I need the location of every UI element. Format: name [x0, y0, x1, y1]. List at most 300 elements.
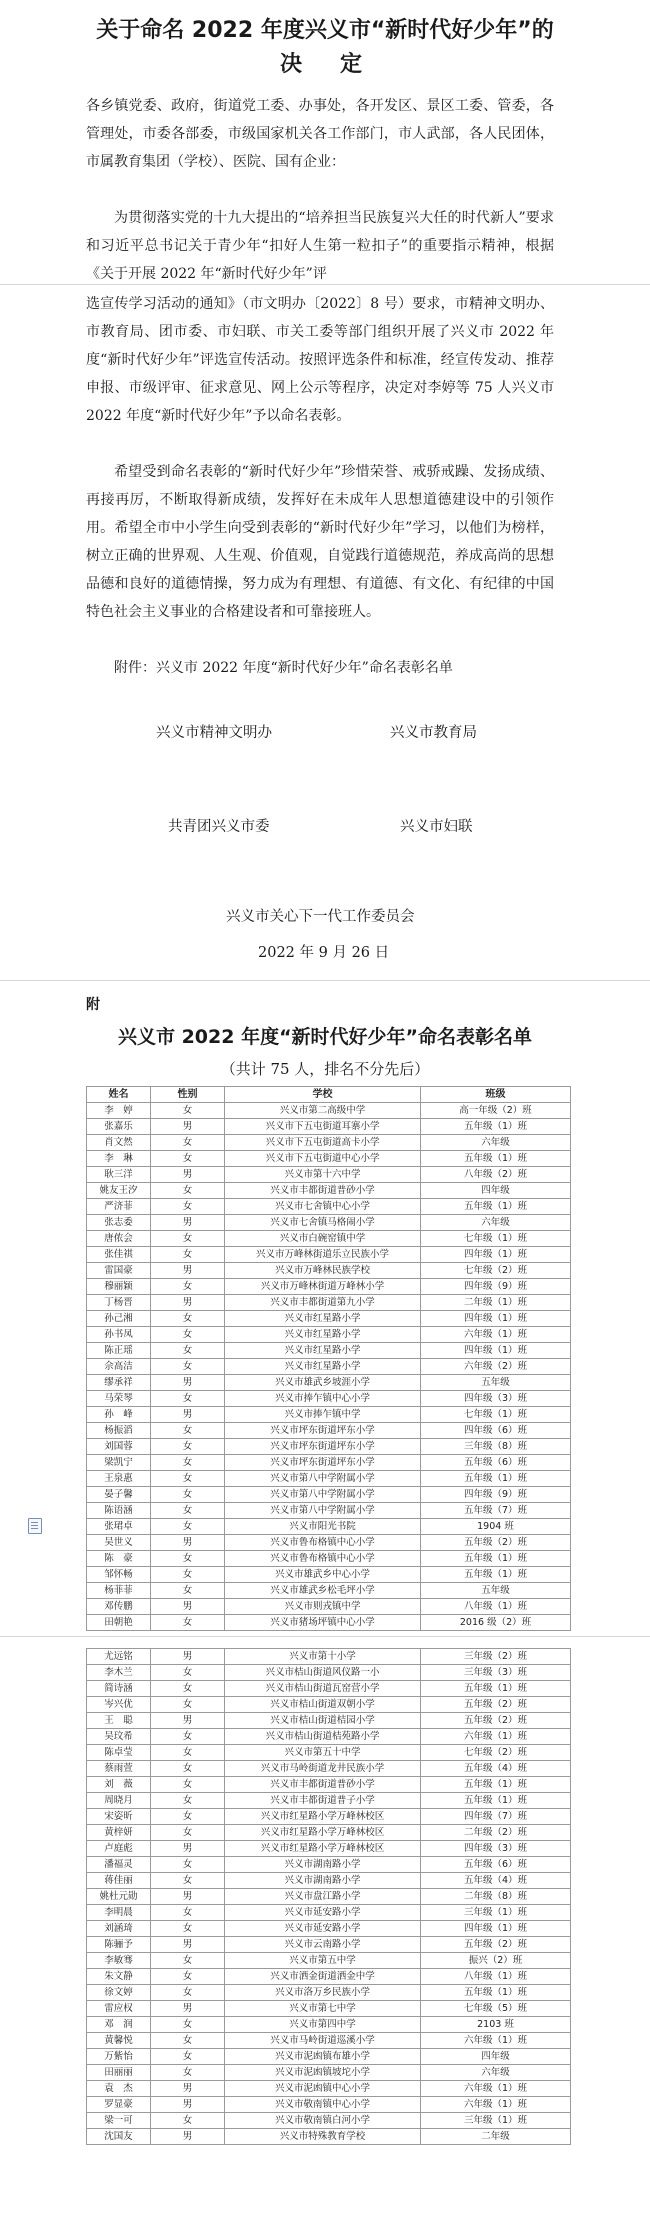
page-separator — [0, 980, 650, 981]
student-name: 陈骊予 — [87, 1937, 151, 1953]
student-school: 兴义市坪东街道坪东小学 — [225, 1423, 421, 1439]
table-row — [87, 2097, 571, 2113]
table-row — [87, 1279, 571, 1295]
table-row — [87, 1567, 571, 1583]
student-name: 岑兴优 — [87, 1697, 151, 1713]
student-gender: 女 — [151, 1681, 225, 1697]
student-gender: 男 — [151, 1937, 225, 1953]
student-class: 四年级（3）班 — [421, 1391, 571, 1407]
student-gender: 女 — [151, 1761, 225, 1777]
student-name: 孙书凤 — [87, 1327, 151, 1343]
student-gender: 男 — [151, 1599, 225, 1615]
student-class: 五年级（1）班 — [421, 1985, 571, 2001]
document-icon — [28, 1518, 42, 1534]
table-row — [87, 1231, 571, 1247]
table-row — [87, 1873, 571, 1889]
table-row — [87, 1921, 571, 1937]
header-class: 班级 — [421, 1087, 571, 1103]
student-school: 兴义市红星路小学万峰林校区 — [225, 1809, 421, 1825]
student-gender: 女 — [151, 1487, 225, 1503]
signatory-womens-federation: 兴义市妇联 — [400, 819, 473, 835]
table-row — [87, 1745, 571, 1761]
student-class: 六年级（1）班 — [421, 2033, 571, 2049]
student-name: 李 琳 — [87, 1151, 151, 1167]
table-row — [87, 1599, 571, 1615]
student-class: 六年级（1）班 — [421, 1327, 571, 1343]
student-class: 五年级（1）班 — [421, 1793, 571, 1809]
student-gender: 女 — [151, 1231, 225, 1247]
student-gender: 男 — [151, 1649, 225, 1665]
student-name: 黄梓妍 — [87, 1825, 151, 1841]
student-gender: 男 — [151, 1215, 225, 1231]
student-name: 李敏骞 — [87, 1953, 151, 1969]
student-name: 蒋佳丽 — [87, 1873, 151, 1889]
appendix-subtitle: （共计 75 人，排名不分先后） — [220, 1060, 430, 1078]
student-class: 六年级（1）班 — [421, 2097, 571, 2113]
student-class: 七年级（2）班 — [421, 1263, 571, 1279]
student-gender: 女 — [151, 2017, 225, 2033]
student-class: 三年级（3）班 — [421, 1665, 571, 1681]
student-school: 兴义市雄武乡中心小学 — [225, 1567, 421, 1583]
student-class: 四年级（7）班 — [421, 1809, 571, 1825]
student-school: 兴义市红星路小学 — [225, 1359, 421, 1375]
student-name: 王 聪 — [87, 1713, 151, 1729]
student-school: 兴义市敬南镇中心小学 — [225, 2097, 421, 2113]
student-name: 吴世义 — [87, 1535, 151, 1551]
student-class: 五年级（1）班 — [421, 1119, 571, 1135]
table-row — [87, 1119, 571, 1135]
student-gender: 男 — [151, 1407, 225, 1423]
student-school: 兴义市桔山街道瓦窑营小学 — [225, 1681, 421, 1697]
student-gender: 男 — [151, 1889, 225, 1905]
decision-paragraph-2: 选宣传学习活动的通知》（市文明办〔2022〕8 号）要求，市精神文明办、市教育局、团市委、市妇联、市关工委等部门组织开展了兴义市 2022 年度“新时代好少年”评选宣传活动。按照评选条件和标准，经宣传发动、推荐申报、市级评审、征求意见、网上公示等程序，决定对李婷等 75 人兴义市 2022 年度“新时代好少年”予以命名表彰。 — [86, 296, 554, 424]
student-class: 五年级（1）班 — [421, 1777, 571, 1793]
student-school: 兴义市红星路小学万峰林校区 — [225, 1825, 421, 1841]
table-row — [87, 2113, 571, 2129]
student-name: 佘高洁 — [87, 1359, 151, 1375]
student-school: 兴义市延安路小学 — [225, 1921, 421, 1937]
table-row — [87, 2065, 571, 2081]
student-school: 兴义市丰都街道第九小学 — [225, 1295, 421, 1311]
header-name: 姓名 — [87, 1087, 151, 1103]
student-class: 七年级（5）班 — [421, 2001, 571, 2017]
student-gender: 男 — [151, 1167, 225, 1183]
student-class: 六年级（2）班 — [421, 1359, 571, 1375]
student-gender: 女 — [151, 1745, 225, 1761]
student-school: 兴义市鲁布格镇中心小学 — [225, 1551, 421, 1567]
table-row — [87, 1183, 571, 1199]
student-name: 陈卓莹 — [87, 1745, 151, 1761]
table-row — [87, 1729, 571, 1745]
student-name: 刘国蓉 — [87, 1439, 151, 1455]
header-school: 学校 — [225, 1087, 421, 1103]
student-school: 兴义市敬南镇白河小学 — [225, 2113, 421, 2129]
student-gender: 女 — [151, 1423, 225, 1439]
student-school: 兴义市泥凼镇坡坨小学 — [225, 2065, 421, 2081]
student-class: 振兴（2）班 — [421, 1953, 571, 1969]
signatory-civilization-office: 兴义市精神文明办 — [156, 725, 272, 741]
student-gender: 女 — [151, 1905, 225, 1921]
table-row — [87, 1359, 571, 1375]
student-school: 兴义市雄武乡坡涯小学 — [225, 1375, 421, 1391]
student-class: 四年级 — [421, 2049, 571, 2065]
student-name: 梁一可 — [87, 2113, 151, 2129]
signatory-next-generation-committee: 兴义市关心下一代工作委员会 — [226, 909, 415, 925]
student-name: 梁凯宁 — [87, 1455, 151, 1471]
student-class: 四年级（1）班 — [421, 1921, 571, 1937]
table-row — [87, 1455, 571, 1471]
student-name: 李明晨 — [87, 1905, 151, 1921]
student-gender: 女 — [151, 1279, 225, 1295]
student-school: 兴义市第五十中学 — [225, 1745, 421, 1761]
student-school: 兴义市红星路小学 — [225, 1327, 421, 1343]
student-name: 王泉惠 — [87, 1471, 151, 1487]
student-name: 姚杜元勋 — [87, 1889, 151, 1905]
student-gender: 男 — [151, 2097, 225, 2113]
student-class: 三年级（1）班 — [421, 2113, 571, 2129]
table-row — [87, 1343, 571, 1359]
student-class: 六年级（1）班 — [421, 2081, 571, 2097]
addressee: 各乡镇党委、政府，街道党工委、办事处，各开发区、景区工委、管委，各管理处，市委各部委，市级国家机关各工作部门，市人武部，各人民团体，市属教育集团（学校）、医院、国有企业： — [86, 98, 554, 170]
student-gender: 男 — [151, 1841, 225, 1857]
table-row — [87, 1937, 571, 1953]
student-name: 简诗涵 — [87, 1681, 151, 1697]
student-name: 雷应权 — [87, 2001, 151, 2017]
student-school: 兴义市第八中学附属小学 — [225, 1487, 421, 1503]
student-school: 兴义市马岭街道巡溪小学 — [225, 2033, 421, 2049]
student-gender: 女 — [151, 1327, 225, 1343]
table-row — [87, 1135, 571, 1151]
table-row — [87, 1905, 571, 1921]
table-row — [87, 2033, 571, 2049]
student-class: 五年级（2）班 — [421, 1937, 571, 1953]
student-class: 五年级（1）班 — [421, 1681, 571, 1697]
student-class: 四年级（1）班 — [421, 1311, 571, 1327]
table-row — [87, 1681, 571, 1697]
student-name: 孙 峰 — [87, 1407, 151, 1423]
student-school: 兴义市红星路小学万峰林校区 — [225, 1841, 421, 1857]
table-row — [87, 1167, 571, 1183]
student-school: 兴义市云南路小学 — [225, 1937, 421, 1953]
student-gender: 女 — [151, 1391, 225, 1407]
student-gender: 女 — [151, 1873, 225, 1889]
student-name: 缪承祥 — [87, 1375, 151, 1391]
student-name: 张志委 — [87, 1215, 151, 1231]
student-class: 四年级（1）班 — [421, 1343, 571, 1359]
table-row — [87, 1615, 571, 1631]
student-gender: 女 — [151, 1809, 225, 1825]
student-name: 卢庭彪 — [87, 1841, 151, 1857]
student-class: 五年级（1）班 — [421, 1567, 571, 1583]
student-school: 兴义市万峰林街道万峰林小学 — [225, 1279, 421, 1295]
table-row — [87, 1215, 571, 1231]
student-name: 唐侬会 — [87, 1231, 151, 1247]
table-row — [87, 1665, 571, 1681]
student-school: 兴义市丰都街道普砂小学 — [225, 1183, 421, 1199]
table-header-row — [87, 1087, 571, 1103]
student-gender: 男 — [151, 2001, 225, 2017]
table-row — [87, 1407, 571, 1423]
student-gender: 女 — [151, 1503, 225, 1519]
student-gender: 女 — [151, 1439, 225, 1455]
student-gender: 男 — [151, 1119, 225, 1135]
student-school: 兴义市捧乍镇中心小学 — [225, 1391, 421, 1407]
student-gender: 女 — [151, 1359, 225, 1375]
student-class: 二年级（8）班 — [421, 1889, 571, 1905]
student-school: 兴义市洛万乡民族小学 — [225, 1985, 421, 2001]
table-row — [87, 1825, 571, 1841]
student-class: 高一年级（2）班 — [421, 1103, 571, 1119]
table-row — [87, 2049, 571, 2065]
student-class: 五年级（1）班 — [421, 1199, 571, 1215]
student-name: 杨菲菲 — [87, 1583, 151, 1599]
table-row — [87, 1777, 571, 1793]
student-class: 五年级（4）班 — [421, 1873, 571, 1889]
student-name: 蔡雨萱 — [87, 1761, 151, 1777]
student-name: 张珺卓 — [87, 1519, 151, 1535]
table-row — [87, 1263, 571, 1279]
student-class: 四年级（6）班 — [421, 1423, 571, 1439]
student-gender: 女 — [151, 1793, 225, 1809]
decision-paragraph-1: 为贯彻落实党的十九大提出的“培养担当民族复兴大任的时代新人”要求和习近平总书记关于青少年“扣好人生第一粒扣子”的重要指示精神，根据《关于开展 2022 年“新时代好少年”评 — [86, 210, 554, 282]
student-school: 兴义市桔山街道双朝小学 — [225, 1697, 421, 1713]
student-class: 二年级 — [421, 2129, 571, 2145]
student-gender: 女 — [151, 2049, 225, 2065]
honor-roster-table-part2 — [86, 1648, 571, 2145]
student-class: 四年级（3）班 — [421, 1841, 571, 1857]
student-school: 兴义市捧乍镇中学 — [225, 1407, 421, 1423]
page-separator — [0, 1636, 650, 1637]
student-class: 七年级（1）班 — [421, 1407, 571, 1423]
student-gender: 女 — [151, 2065, 225, 2081]
table-row — [87, 2129, 571, 2145]
student-gender: 女 — [151, 1103, 225, 1119]
student-class: 五年级 — [421, 1375, 571, 1391]
student-name: 邓传鹏 — [87, 1599, 151, 1615]
student-school: 兴义市湖南路小学 — [225, 1873, 421, 1889]
student-school: 兴义市鲁布格镇中心小学 — [225, 1535, 421, 1551]
student-class: 1904 班 — [421, 1519, 571, 1535]
student-gender: 女 — [151, 1567, 225, 1583]
decision-paragraph-3: 希望受到命名表彰的“新时代好少年”珍惜荣誉、戒骄戒躁、发扬成绩、再接再厉，不断取得新成绩，发挥好在未成年人思想道德建设中的引领作用。希望全市中小学生向受到表彰的“新时代好少年”学习，以他们为榜样，树立正确的世界观、人生观、价值观，自觉践行道德规范，养成高尚的思想品德和良好的道德情操，努力成为有理想、有道德、有文化、有纪律的中国特色社会主义事业的合格建设者和可靠接班人。 — [86, 464, 554, 620]
student-gender: 女 — [151, 2033, 225, 2049]
table-row — [87, 1487, 571, 1503]
student-school: 兴义市第五中学 — [225, 1953, 421, 1969]
table-row — [87, 1985, 571, 2001]
student-class: 五年级（2）班 — [421, 1713, 571, 1729]
student-name: 周晓月 — [87, 1793, 151, 1809]
signatory-youth-league: 共青团兴义市委 — [168, 819, 270, 835]
table-row — [87, 1471, 571, 1487]
student-class: 五年级（2）班 — [421, 1535, 571, 1551]
student-name: 严济菲 — [87, 1199, 151, 1215]
student-school: 兴义市坪东街道坪东小学 — [225, 1439, 421, 1455]
table-row — [87, 1103, 571, 1119]
student-gender: 男 — [151, 1535, 225, 1551]
student-name: 李 婷 — [87, 1103, 151, 1119]
student-gender: 女 — [151, 1665, 225, 1681]
page-separator — [0, 284, 650, 285]
student-school: 兴义市盘江路小学 — [225, 1889, 421, 1905]
student-name: 邹怀畅 — [87, 1567, 151, 1583]
table-row — [87, 1793, 571, 1809]
student-gender: 女 — [151, 1583, 225, 1599]
student-class: 五年级（7）班 — [421, 1503, 571, 1519]
student-class: 五年级（1）班 — [421, 1471, 571, 1487]
table-row — [87, 1841, 571, 1857]
student-name: 张佳祺 — [87, 1247, 151, 1263]
student-class: 八年级（2）班 — [421, 1167, 571, 1183]
student-class: 五年级（1）班 — [421, 1551, 571, 1567]
student-name: 万紫怡 — [87, 2049, 151, 2065]
student-name: 黄馨悦 — [87, 2033, 151, 2049]
student-gender: 女 — [151, 1551, 225, 1567]
student-gender: 男 — [151, 1263, 225, 1279]
student-class: 二年级（2）班 — [421, 1825, 571, 1841]
student-name: 吴玟希 — [87, 1729, 151, 1745]
table-row — [87, 1503, 571, 1519]
student-school: 兴义市第四中学 — [225, 2017, 421, 2033]
student-school: 兴义市湖南路小学 — [225, 1857, 421, 1873]
student-school: 兴义市第十小学 — [225, 1649, 421, 1665]
decision-title-line1: 关于命名 2022 年度兴义市“新时代好少年”的 — [96, 18, 554, 43]
student-gender: 男 — [151, 2129, 225, 2145]
student-name: 宋姿昕 — [87, 1809, 151, 1825]
student-name: 邓 润 — [87, 2017, 151, 2033]
student-school: 兴义市第七中学 — [225, 2001, 421, 2017]
student-class: 四年级 — [421, 1183, 571, 1199]
table-row — [87, 1311, 571, 1327]
student-name: 耿三洋 — [87, 1167, 151, 1183]
student-gender: 女 — [151, 1471, 225, 1487]
student-class: 五年级（2）班 — [421, 1697, 571, 1713]
student-gender: 女 — [151, 1247, 225, 1263]
student-gender: 男 — [151, 1713, 225, 1729]
table-row — [87, 1551, 571, 1567]
student-class: 六年级 — [421, 1215, 571, 1231]
student-class: 七年级（1）班 — [421, 1231, 571, 1247]
student-class: 五年级（1）班 — [421, 1151, 571, 1167]
student-class: 四年级（9）班 — [421, 1487, 571, 1503]
student-school: 兴义市桔山街道桔苑路小学 — [225, 1729, 421, 1745]
table-row — [87, 1247, 571, 1263]
student-class: 五年级（6）班 — [421, 1455, 571, 1471]
student-gender: 男 — [151, 1295, 225, 1311]
header-gender: 性别 — [151, 1087, 225, 1103]
student-gender: 女 — [151, 1455, 225, 1471]
student-class: 四年级（1）班 — [421, 1247, 571, 1263]
table-row — [87, 1199, 571, 1215]
table-row — [87, 1295, 571, 1311]
student-gender: 女 — [151, 1697, 225, 1713]
student-school: 兴义市雄武乡松毛坪小学 — [225, 1583, 421, 1599]
student-school: 兴义市桔山街道风仪路一小 — [225, 1665, 421, 1681]
decision-title-line2: 决 定 — [279, 52, 370, 77]
student-school: 兴义市下五屯街道耳寨小学 — [225, 1119, 421, 1135]
student-name: 田朝艳 — [87, 1615, 151, 1631]
table-row — [87, 1583, 571, 1599]
student-class: 2016 级（2）班 — [421, 1615, 571, 1631]
student-gender: 女 — [151, 1777, 225, 1793]
student-gender: 女 — [151, 1311, 225, 1327]
table-row — [87, 1713, 571, 1729]
student-class: 三年级（2）班 — [421, 1649, 571, 1665]
student-name: 李木兰 — [87, 1665, 151, 1681]
student-name: 穆丽颖 — [87, 1279, 151, 1295]
student-name: 罗显豪 — [87, 2097, 151, 2113]
student-name: 陈 豪 — [87, 1551, 151, 1567]
student-school: 兴义市七舍镇中心小学 — [225, 1199, 421, 1215]
student-class: 2103 班 — [421, 2017, 571, 2033]
table-row — [87, 1697, 571, 1713]
student-gender: 女 — [151, 1729, 225, 1745]
student-gender: 女 — [151, 1921, 225, 1937]
student-gender: 女 — [151, 1857, 225, 1873]
student-class: 七年级（2）班 — [421, 1745, 571, 1761]
student-name: 肖文然 — [87, 1135, 151, 1151]
student-name: 杨振滔 — [87, 1423, 151, 1439]
student-name: 晏子馨 — [87, 1487, 151, 1503]
appendix-mark: 附 — [86, 997, 100, 1013]
student-name: 刘 薇 — [87, 1777, 151, 1793]
student-school: 兴义市阳光书院 — [225, 1519, 421, 1535]
student-school: 兴义市第二高级中学 — [225, 1103, 421, 1119]
student-class: 五年级（6）班 — [421, 1857, 571, 1873]
student-class: 四年级（9）班 — [421, 1279, 571, 1295]
student-school: 兴义市桔山街道桔园小学 — [225, 1713, 421, 1729]
student-school: 兴义市丰都街道普砂小学 — [225, 1777, 421, 1793]
student-name: 田丽丽 — [87, 2065, 151, 2081]
student-gender: 女 — [151, 1825, 225, 1841]
student-school: 兴义市下五屯街道高卡小学 — [225, 1135, 421, 1151]
student-school: 兴义市万峰林民族学校 — [225, 1263, 421, 1279]
decision-date: 2022 年 9 月 26 日 — [258, 945, 390, 961]
table-row — [87, 1953, 571, 1969]
student-gender: 女 — [151, 1953, 225, 1969]
student-name: 雷国豪 — [87, 1263, 151, 1279]
table-row — [87, 1535, 571, 1551]
student-name: 尤远铭 — [87, 1649, 151, 1665]
student-school: 兴义市延安路小学 — [225, 1905, 421, 1921]
student-school: 兴义市马岭街道龙井民族小学 — [225, 1761, 421, 1777]
student-class: 八年级（1）班 — [421, 1969, 571, 1985]
student-school: 兴义市七舍镇马格闹小学 — [225, 1215, 421, 1231]
student-class: 三年级（8）班 — [421, 1439, 571, 1455]
student-class: 五年级（4）班 — [421, 1761, 571, 1777]
student-gender: 女 — [151, 1135, 225, 1151]
student-name: 陈语涵 — [87, 1503, 151, 1519]
student-school: 兴义市第十六中学 — [225, 1167, 421, 1183]
table-row — [87, 1857, 571, 1873]
student-name: 丁杨晋 — [87, 1295, 151, 1311]
table-row — [87, 1761, 571, 1777]
student-class: 六年级 — [421, 2065, 571, 2081]
student-name: 孙己湘 — [87, 1311, 151, 1327]
student-gender: 女 — [151, 1183, 225, 1199]
student-name: 马荣琴 — [87, 1391, 151, 1407]
student-school: 兴义市万峰林街道乐立民族小学 — [225, 1247, 421, 1263]
student-class: 六年级（1）班 — [421, 1729, 571, 1745]
student-gender: 女 — [151, 1199, 225, 1215]
table-row — [87, 2081, 571, 2097]
table-row — [87, 1519, 571, 1535]
student-school: 兴义市丰都街道普子小学 — [225, 1793, 421, 1809]
student-gender: 男 — [151, 2081, 225, 2097]
student-name: 张嘉乐 — [87, 1119, 151, 1135]
student-name: 陈正瑶 — [87, 1343, 151, 1359]
student-gender: 女 — [151, 1151, 225, 1167]
student-school: 兴义市猪场坪镇中心小学 — [225, 1615, 421, 1631]
